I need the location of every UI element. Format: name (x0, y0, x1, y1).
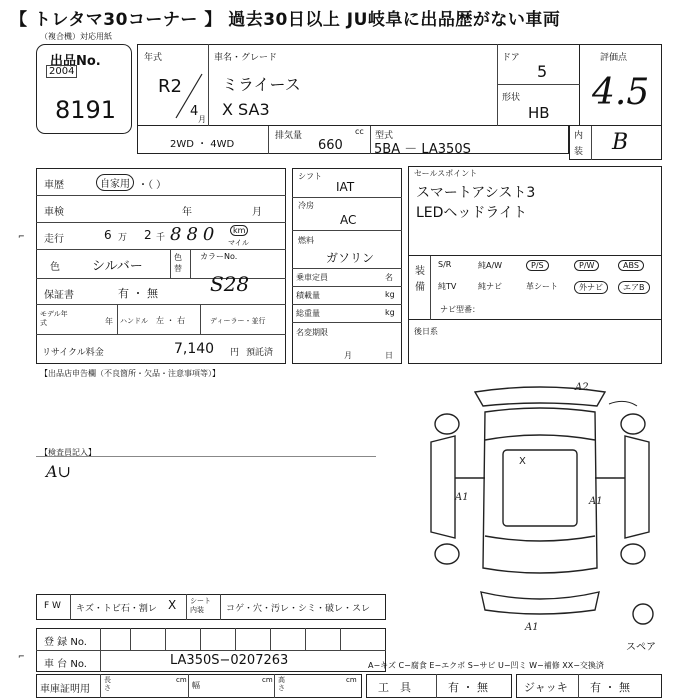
equipment-row2-item-2: 革シート (526, 282, 558, 291)
left-margin-mark: ⌐ (18, 232, 25, 241)
model-label: 車名・グレード (214, 53, 278, 63)
equipment-row1-item-2: P/S (526, 260, 549, 271)
form-subtitle: （複合機）対応用紙 (40, 32, 112, 41)
spare-label: スペア (626, 642, 656, 653)
cert-label: 車庫証明用 (40, 684, 90, 695)
damage-mark-a1-bottom: A1 (525, 622, 539, 630)
year-month-unit: 月 (198, 115, 206, 124)
equipment-row1-item-1: 純A/W (478, 261, 503, 270)
posted-box (408, 320, 662, 364)
recycle-value: 7,140 (174, 341, 215, 357)
displacement-label: 排気量 (275, 131, 303, 141)
mileage-man-unit: 万 (118, 233, 128, 243)
banner-title: 【 トレタマ30コーナー 】 過去30日以上 JU岐阜に出品歴がない車両 (10, 10, 561, 30)
damage-legend: A−キズ C−腐食 E−エクボ S−サビ U−凹ミ W−補修 XX−交換済 (368, 661, 604, 670)
warranty-value: 有 ・ 無 (118, 287, 158, 300)
type-value: 5BA － LA350S (374, 142, 471, 157)
chassis-label: 車 台 No. (44, 659, 87, 670)
doors-value: 5 (537, 62, 548, 81)
year-month: 4 (190, 104, 199, 119)
shape-value: HB (528, 104, 550, 122)
score-label: 評価点 (600, 53, 628, 63)
equipment-label: 装備 (415, 266, 425, 293)
shape-label: 形状 (502, 93, 521, 103)
inspection-label: 車検 (44, 207, 64, 218)
navi-model-label: ナビ型番： (440, 305, 480, 314)
history-private: 自家用 (96, 174, 134, 191)
lot-number: 8191 (55, 96, 117, 124)
equipment-row1-item-0: S/R (438, 260, 452, 269)
model-grade: X SA3 (222, 100, 270, 119)
seller-notes-label: 【出品店申告欄（不良箇所・欠品・注意事項等）】 (40, 369, 220, 378)
shift-label: シフト (298, 172, 322, 181)
sales-label: セールスポイント (414, 169, 478, 178)
interior-value: B (612, 130, 629, 155)
handle-label: ハンドル (120, 317, 148, 325)
interior-label-top: 内 (574, 131, 584, 141)
fuel-value: ガソリン (326, 251, 375, 265)
doors-label: ドア (502, 53, 520, 63)
sales-line1: スマートアシスト3 (416, 185, 536, 201)
damage-mark-a1-right: A1 (589, 496, 603, 507)
chassis-value: LA350S−0207263 (170, 653, 289, 668)
equipment-row2-item-3: 外ナビ (574, 281, 608, 294)
color-code: S28 (210, 272, 250, 296)
fw-items: キズ・トビ石・割レ (76, 604, 157, 614)
mileage-man: 6 (104, 228, 112, 242)
fw-label: F W (44, 601, 61, 611)
weight-label: 総重量 (296, 309, 320, 318)
mileage-sen-unit: 千 (156, 233, 166, 243)
ac-label: 冷房 (298, 201, 314, 210)
jack-value: 有 ・ 無 (590, 681, 630, 694)
cert-length-unit: cm (176, 676, 187, 684)
fw-x-mark: X (168, 598, 177, 612)
equipment-row2-item-1: 純ナビ (478, 282, 502, 291)
registration-label: 登 録 No. (44, 637, 87, 648)
recycle-unit: 円 (230, 348, 240, 358)
damage-mark-a2: A2 (575, 382, 589, 393)
equipment-row1-item-4: ABS (618, 260, 644, 271)
jack-label: ジャッキ (524, 681, 568, 694)
fuel-label: 燃料 (298, 236, 314, 245)
color-paint-label: 色替 (174, 253, 182, 273)
cert-height-unit: cm (346, 676, 357, 684)
displacement-value: 660 (318, 138, 343, 153)
inspector-text: A∪ (46, 462, 71, 481)
tools-label: 工 具 (378, 681, 411, 694)
dealer-label: ディーラー・並行 (210, 317, 266, 325)
deadline-day-unit: 日 (385, 351, 393, 360)
chassis-margin-mark: ⌐ (18, 652, 25, 661)
equipment-row1-item-3: P/W (574, 260, 599, 271)
deadline-month-unit: 月 (344, 351, 352, 360)
mileage-mile: マイル (228, 239, 249, 247)
mileage-sen: 2 (144, 228, 152, 242)
shift-value: IAT (336, 180, 355, 194)
history-label: 車歴 (44, 180, 64, 191)
seat-label: シート内装 (190, 597, 211, 614)
score-value: 4.5 (592, 72, 650, 113)
weight-unit: kg (385, 308, 395, 317)
model-name: ミライース (222, 75, 301, 94)
car-damage-diagram (415, 378, 665, 630)
lot-label: 出品No. (50, 54, 101, 69)
warranty-label: 保証書 (44, 290, 74, 301)
year-label: 年式 (144, 53, 163, 63)
color-value: シルバー (92, 259, 143, 274)
cert-length: 長さ (104, 676, 111, 692)
seat-items: コゲ・穴・汚レ・シミ・破レ・スレ (226, 604, 371, 614)
sales-line2: LEDヘッドライト (416, 205, 528, 221)
inspector-label: 【検査員記入】 (40, 448, 96, 457)
displacement-unit: cc (355, 127, 364, 136)
type-label: 型式 (375, 131, 394, 141)
inspection-month-unit: 月 (252, 207, 262, 218)
inspection-year-unit: 年 (182, 207, 192, 218)
handle-value: 左 ・ 右 (156, 316, 186, 325)
cert-width-unit: cm (262, 676, 273, 684)
recycle-label: リサイクル料金 (42, 348, 104, 358)
damage-mark-x: X (519, 456, 526, 467)
mileage-km: km (230, 225, 248, 236)
mileage-digits: 880 (170, 224, 220, 245)
tools-value: 有 ・ 無 (448, 681, 488, 694)
load-unit: kg (385, 290, 395, 299)
history-rest: ・（ ） (138, 180, 167, 191)
ac-value: AC (340, 213, 357, 227)
posted-label: 後日系 (414, 327, 438, 336)
lot-year-stamp: 2004 (46, 65, 77, 78)
capacity-label: 乗車定員 (296, 273, 328, 282)
year-era: R2 (158, 76, 182, 97)
equipment-row2-item-0: 純TV (438, 282, 457, 291)
load-label: 積載量 (296, 291, 320, 300)
color-code-label: カラーNo. (200, 252, 238, 261)
color-label: 色 (50, 262, 60, 273)
interior-label-bottom: 装 (574, 147, 584, 157)
capacity-unit: 名 (385, 273, 393, 282)
modelyear-year-unit: 年 (105, 317, 113, 326)
modelyear-label: モデル年式 (40, 310, 68, 327)
cert-width: 幅 (192, 681, 200, 690)
deadline-label: 名変期限 (296, 328, 328, 337)
recycle-note: 預託済 (246, 348, 274, 358)
damage-mark-a1-left: A1 (455, 492, 469, 503)
header-banner (0, 0, 700, 33)
mileage-label: 走行 (44, 234, 64, 245)
drive-options: 2WD ・ 4WD (170, 139, 235, 150)
equipment-row2-item-4: エアB (618, 281, 650, 294)
cert-height: 高さ (278, 676, 285, 692)
